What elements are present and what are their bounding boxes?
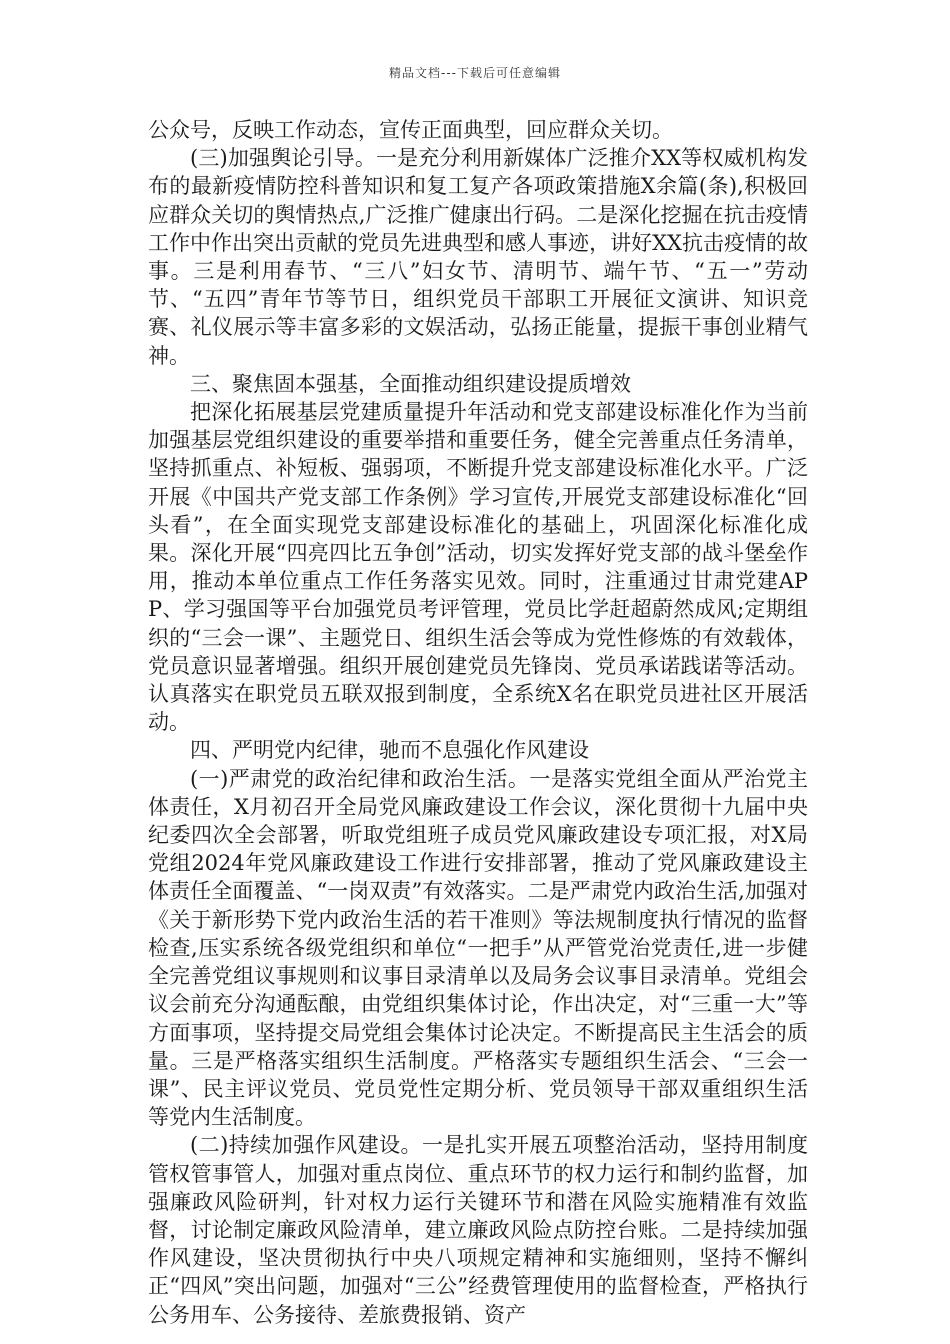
paragraph-7: (二)持续加强作风建设。一是扎实开展五项整治活动，坚持用制度管权管事管人，加强对重点岗位、重点环节的权力运行和制约监督，加强廉政风险研判，针对权力运行关键环节和潜在风险实施精准有效监督，讨论制定廉政风险清单，建立廉政风险点防控台账。二是持续加强作风建设，坚决贯彻执行中央八项规定精神和实施细则，坚持不懈纠正“四风”突出问题，加强对“三公”经费管理使用的监督检查，严格执行公务用车、公务接待、差旅费报销、资产 [148, 1133, 808, 1327]
section-heading-3: 三、聚焦固本强基，全面推动组织建设提质增效 [190, 371, 631, 396]
paragraph-1: 公众号，反映工作动态，宣传正面典型，回应群众关切。 [148, 118, 673, 142]
section-heading-4: 四、严明党内纪律，驰而不息强化作风建设 [190, 738, 589, 763]
paragraph-6: (一)严肃党的政治纪律和政治生活。一是落实党组全面从严治党主体责任，X月初召开全局党风廉政建设工作会议，深化贯彻十九届中央纪委四次全会部署，听取党组班子成员党风廉政建设专项汇报，对X局党组2024年党风廉政建设工作进行安排部署，推动了党风廉政建设主体责任全面覆盖、“一岗双责”有效落实。二是严肃党内政治生活,加强对《关于新形势下党内政治生活的若干准则》等法规制度执行情况的监督检查,压实系统各级党组织和单位“一把手”从严管党治党责任,进一步健全完善党组议事规则和议事目录清单以及局务会议事目录清单。党组会议会前充分沟通酝酿，由党组织集体讨论，作出决定，对“三重一大”等方面事项，坚持提交局党组会集体讨论决定。不断提高民主生活会的质量。三是严格落实组织生活制度。严格落实专题组织生活会、“三会一课”、民主评议党员、党员党性定期分析、党员领导干部双重组织生活等党内生活制度。 [148, 766, 808, 1130]
paragraph-4: 把深化拓展基层党建质量提升年活动和党支部建设标准化作为当前加强基层党组织建设的重要举措和重要任务，健全完善重点任务清单，坚持抓重点、补短板、强弱项，不断提升党支部建设标准化水平。广泛开展《中国共产党支部工作条例》学习宣传,开展党支部建设标准化“回头看”，在全面实现党支部建设标准化的基础上，巩固深化标准化成果。深化开展“四亮四比五争创”活动，切实发挥好党支部的战斗堡垒作用，推动本单位重点工作任务落实见效。同时，注重通过甘肃党建APP、学习强国等平台加强党员考评管理，党员比学赶超蔚然成风;定期组织的“三会一课”、主题党日、组织生活会等成为党性修炼的有效载体，党员意识显著增强。组织开展创建党员先锋岗、党员承诺践诺等活动。认真落实在职党员五联双报到制度，全系统X名在职党员进社区开展活动。 [148, 400, 808, 735]
paragraph-2: (三)加强舆论引导。一是充分利用新媒体广泛推介XX等权威机构发布的最新疫情防控科普知识和复工复产各项政策措施X余篇(条),积极回应群众关切的舆情热点,广泛推广健康出行码。二是深化挖掘在抗击疫情工作中作出突出贡献的党员先进典型和感人事迹，讲好XX抗击疫情的故事。三是利用春节、“三八”妇女节、清明节、端午节、“五一”劳动节、“五四”青年节等节日，组织党员干部职工开展征文演讲、知识竞赛、礼仪展示等丰富多彩的文娱活动，弘扬正能量，提振干事创业精气神。 [148, 146, 808, 368]
document-body [148, 116, 808, 1329]
page-header: 精品文档---下载后可任意编辑 [389, 66, 561, 80]
